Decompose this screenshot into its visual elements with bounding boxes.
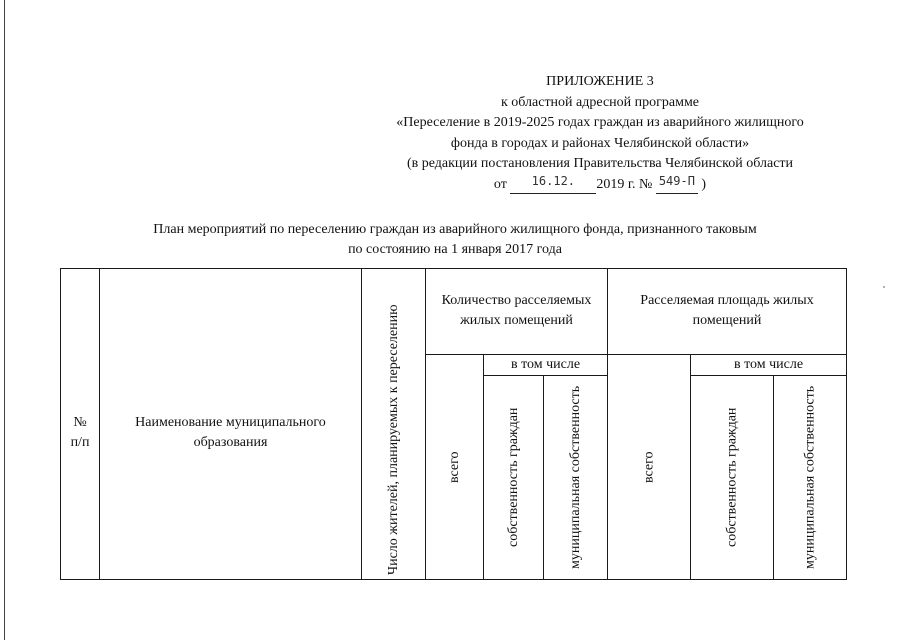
header-residents: Число жителей, планируемых к переселению: [386, 304, 401, 575]
header-area-municipal: муниципальная собственность: [802, 385, 818, 570]
edition-year-label: 2019 г. №: [596, 176, 653, 192]
edition-close-paren: ): [701, 176, 707, 192]
appendix-line-2: «Переселение в 2019-2025 годах граждан из аварийного жилищного: [396, 115, 804, 130]
appendix-line-3: фонда в городах и районах Челябинской области»: [450, 135, 750, 151]
edition-number-value: 549-П: [658, 173, 695, 188]
appendix-title: ПРИЛОЖЕНИЕ 3: [546, 74, 654, 89]
appendix-header: [360, 72, 840, 195]
header-municipality: Наименование муниципального образования: [135, 415, 326, 450]
edition-date-line: [360, 175, 840, 196]
edition-from-label: от: [493, 176, 507, 192]
header-area-total: всего: [641, 451, 657, 483]
header-rooms-count: Количество расселяемых жилых помещений: [441, 293, 592, 328]
header-rooms-including: в том числе: [510, 357, 581, 372]
header-rooms-total: всего: [447, 451, 462, 483]
edition-number-field: [656, 173, 698, 194]
header-number: № п/п: [70, 415, 90, 450]
appendix-line-4: (в редакции постановления Правительства Челябинской области: [406, 156, 794, 171]
page-edge-line: [4, 0, 5, 640]
header-area-citizens: собственность граждан: [724, 407, 740, 548]
header-area-including: в том числе: [733, 357, 804, 372]
header-rooms-municipal: муниципальная собственность: [568, 385, 583, 570]
plan-title-line-2: по состоянию на 1 января 2017 года: [348, 242, 562, 257]
edition-date-value: 16.12.: [531, 173, 576, 188]
edition-date-field: [510, 173, 596, 194]
plan-title-line-1: План мероприятий по переселению граждан из аварийного жилищного фонда, признанного таковым: [153, 222, 757, 237]
header-rooms-citizens: собственность граждан: [506, 407, 521, 548]
appendix-line-1: к областной адресной программе: [500, 94, 700, 110]
resettlement-plan-table: [60, 268, 847, 580]
plan-title: [100, 220, 810, 260]
header-area: Расселяемая площадь жилых помещений: [640, 293, 814, 328]
scan-speck: [883, 286, 885, 288]
